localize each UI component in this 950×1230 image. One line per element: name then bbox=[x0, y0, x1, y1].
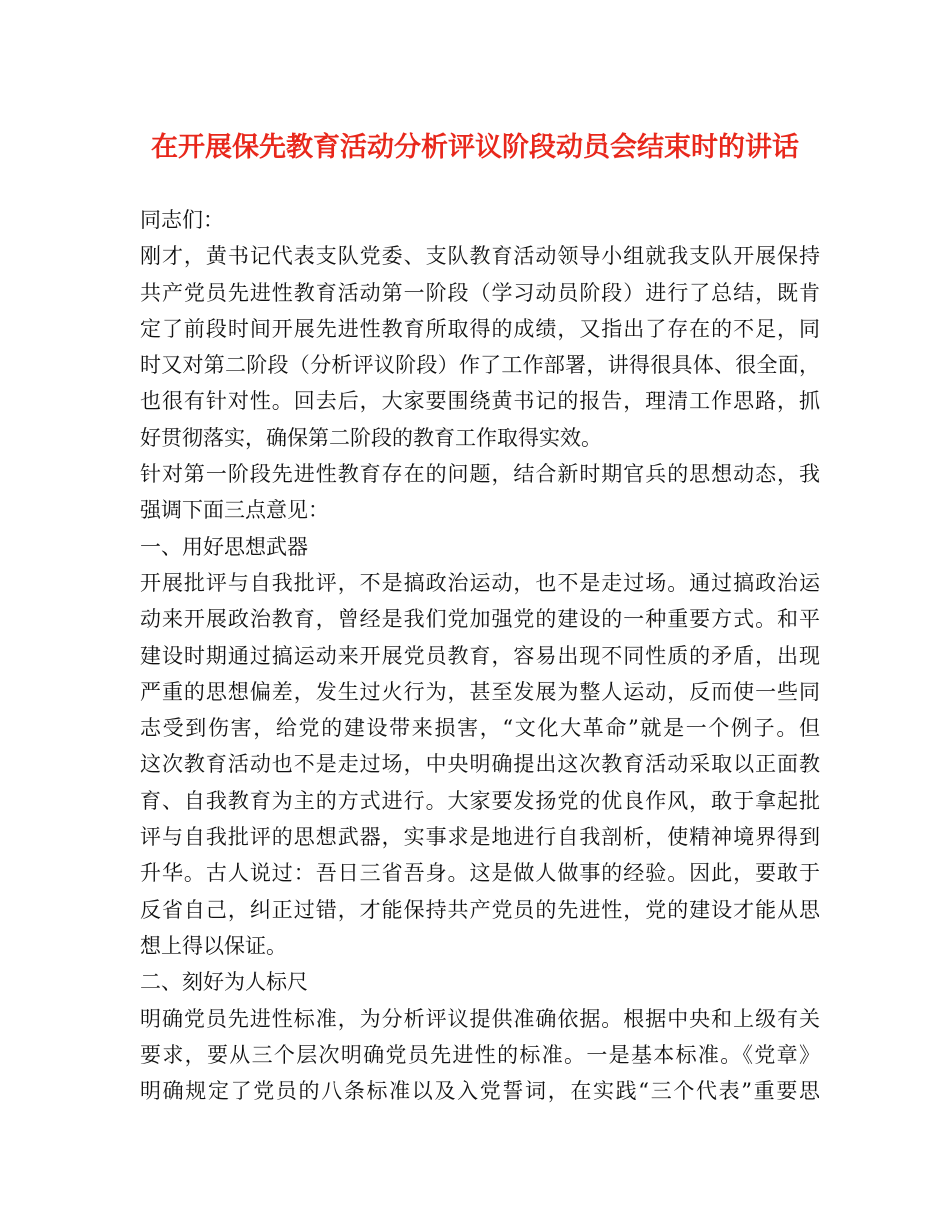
text-line: 好贯彻落实，确保第二阶段的教育工作取得实效。 bbox=[140, 425, 602, 450]
text-line: 这次教育活动也不是走过场，中央明确提出这次教育活动采取以正面教 bbox=[140, 752, 820, 777]
text-line: 共产党员先进性教育活动第一阶段（学习动员阶段）进行了总结，既肯 bbox=[140, 280, 820, 305]
text-line: 也很有针对性。回去后，大家要围绕黄书记的报告，理清工作思路，抓 bbox=[140, 389, 820, 414]
text-line: 强调下面三点意见： bbox=[140, 498, 329, 523]
text-line: 定了前段时间开展先进性教育所取得的成绩，又指出了存在的不足，同 bbox=[140, 316, 820, 341]
text-line: 开展批评与自我批评，不是搞政治运动，也不是走过场。通过搞政治运 bbox=[140, 570, 820, 595]
text-line: 动来开展政治教育，曾经是我们党加强党的建设的一种重要方式。和平 bbox=[140, 607, 820, 632]
document-body bbox=[140, 202, 820, 1109]
text-line: 升华。古人说过：吾日三省吾身。这是做人做事的经验。因此，要敢于 bbox=[140, 861, 820, 886]
text-line: 二、刻好为人标尺 bbox=[140, 970, 308, 995]
text-line: 同志们： bbox=[140, 208, 224, 232]
text-line: 育、自我教育为主的方式进行。大家要发扬党的优良作风，敢于拿起批 bbox=[140, 788, 820, 813]
text-line: 想上得以保证。 bbox=[140, 933, 287, 958]
document-title: 在开展保先教育活动分析评议阶段动员会结束时的讲话 bbox=[151, 132, 799, 163]
text-line: 严重的思想偏差，发生过火行为，甚至发展为整人运动，反而使一些同 bbox=[140, 679, 820, 704]
text-line: 明确党员先进性标准，为分析评议提供准确依据。根据中央和上级有关 bbox=[140, 1006, 820, 1031]
text-line: 反省自己，纠正过错，才能保持共产党员的先进性，党的建设才能从思 bbox=[140, 897, 820, 922]
text-line: 建设时期通过搞运动来开展党员教育，容易出现不同性质的矛盾，出现 bbox=[140, 643, 820, 668]
text-line: 要求，要从三个层次明确党员先进性的标准。一是基本标准。《党章》 bbox=[140, 1042, 820, 1067]
text-line: 志受到伤害，给党的建设带来损害，“文化大革命”就是一个例子。但 bbox=[140, 716, 820, 741]
text-line: 刚才，黄书记代表支队党委、支队教育活动领导小组就我支队开展保持 bbox=[140, 244, 820, 269]
text-line: 评与自我批评的思想武器，实事求是地进行自我剖析，使精神境界得到 bbox=[140, 825, 820, 850]
text-line: 明确规定了党员的八条标准以及入党誓词，在实践“三个代表”重要思 bbox=[140, 1079, 820, 1104]
text-line: 针对第一阶段先进性教育存在的问题，结合新时期官兵的思想动态，我 bbox=[140, 462, 820, 487]
text-line: 时又对第二阶段（分析评议阶段）作了工作部署，讲得很具体、很全面， bbox=[140, 353, 820, 378]
text-line: 一、用好思想武器 bbox=[140, 534, 308, 559]
